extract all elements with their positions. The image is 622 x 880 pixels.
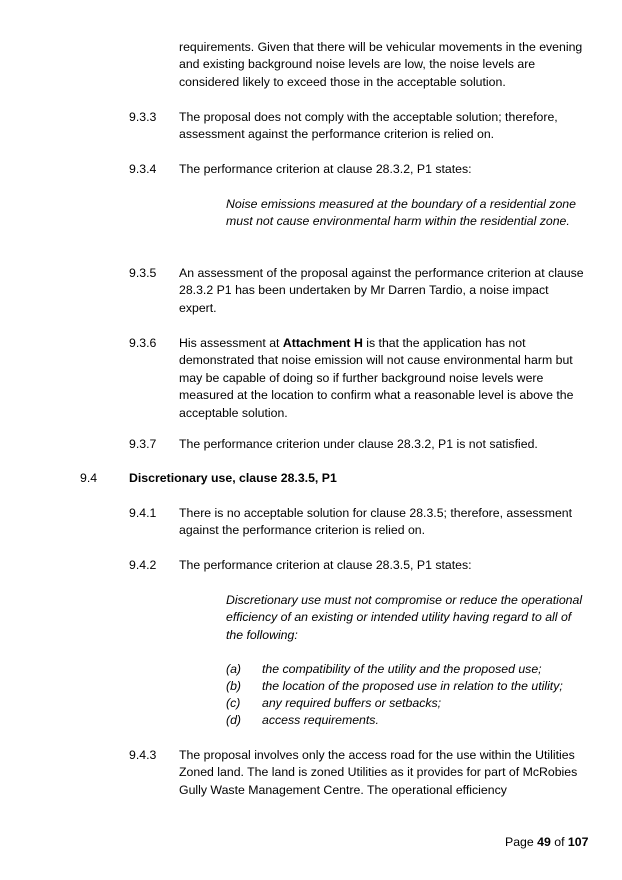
quoted-criterion-noise: Noise emissions measured at the boundary of a residential zone must not cause environmental harm within the residential zone. [226, 197, 576, 229]
paragraph-number: 9.4.3 [129, 748, 157, 762]
paragraph-number: 9.3.3 [129, 110, 157, 124]
list-item-letter: (a) [226, 662, 242, 676]
continuation-paragraph: requirements. Given that there will be vehicular movements in the evening and existing background noise levels are low, the noise levels are considered likely to exceed those in the acceptable solution. [179, 40, 583, 89]
section-heading: Discretionary use, clause 28.3.5, P1 [129, 471, 337, 485]
paragraph-number: 9.4.1 [129, 506, 157, 520]
list-item-letter: (b) [226, 679, 242, 693]
paragraph-9-3-7: The performance criterion under clause 28.3.2, P1 is not satisfied. [179, 437, 538, 451]
paragraph-number: 9.3.5 [129, 266, 157, 280]
list-item: the location of the proposed use in relation to the utility; [262, 679, 563, 693]
list-item: access requirements. [262, 713, 379, 727]
paragraph-9-4-3: The proposal involves only the access road for the use within the Utilities Zoned land. The land is zoned Utilities as it provides for part of McRobies Gully Waste Management Centre. The operational efficiency [179, 748, 578, 797]
section-number: 9.4 [80, 471, 98, 485]
attachment-reference: Attachment H [282, 336, 363, 350]
paragraph-9-3-6 [179, 335, 589, 422]
paragraph-9-4-1: There is no acceptable solution for clause 28.3.5; therefore, assessment against the performance criterion is relied on. [179, 506, 573, 538]
total-page-count: 107 [567, 835, 589, 849]
paragraph-text: His assessment at [179, 336, 283, 350]
paragraph-number: 9.3.4 [129, 162, 157, 176]
footer-middle: of [550, 835, 568, 849]
list-item-letter: (d) [226, 713, 242, 727]
list-item-letter: (c) [226, 696, 241, 710]
list-item: any required buffers or setbacks; [262, 696, 442, 710]
footer-prefix: Page [505, 835, 538, 849]
paragraph-9-3-4: The performance criterion at clause 28.3.2, P1 states: [179, 162, 472, 176]
paragraph-number: 9.3.7 [129, 437, 157, 451]
paragraph-text: is that the application has not demonstrated that noise emission will not cause environmental harm but may be capable of doing so if further background noise levels were measured at the location to confirm what a reasonable level is above the acceptable solution. [179, 336, 574, 420]
current-page-number: 49 [537, 835, 551, 849]
list-item: the compatibility of the utility and the proposed use; [262, 662, 542, 676]
paragraph-number: 9.3.6 [129, 336, 157, 350]
paragraph-number: 9.4.2 [129, 558, 157, 572]
quoted-criterion-utility: Discretionary use must not compromise or reduce the operational efficiency of an existing or intended utility having regard to all of the following: [226, 593, 583, 642]
paragraph-9-3-5: An assessment of the proposal against the performance criterion at clause 28.3.2 P1 has been undertaken by Mr Darren Tardio, a noise impact expert. [179, 266, 584, 315]
paragraph-9-3-3: The proposal does not comply with the acceptable solution; therefore, assessment against the performance criterion is relied on. [179, 110, 558, 142]
paragraph-9-4-2: The performance criterion at clause 28.3.5, P1 states: [179, 558, 472, 572]
page-number-footer [505, 834, 588, 851]
